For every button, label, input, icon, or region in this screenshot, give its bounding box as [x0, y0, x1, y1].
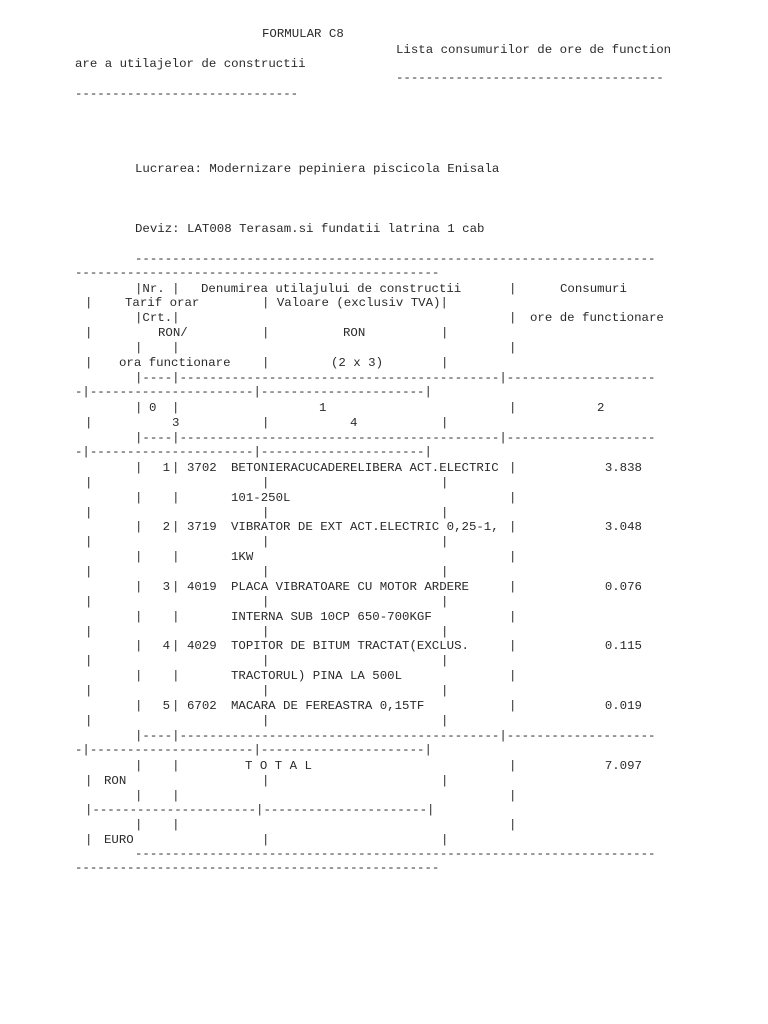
pipe: |	[135, 401, 143, 415]
index-1: 1	[319, 401, 327, 415]
table-top-rule-b: -------------------------------------------------	[75, 266, 440, 280]
pipe: |	[85, 714, 93, 728]
header-nr: |Nr. |	[135, 282, 180, 296]
row-cod: 4019	[187, 580, 217, 594]
pipe: |	[441, 506, 449, 520]
header-denumire: Denumirea utilajului de constructii	[201, 282, 462, 296]
pipe: |	[262, 326, 270, 340]
pipe: |	[262, 535, 270, 549]
index-0: 0	[149, 401, 157, 415]
pipe: |	[509, 818, 517, 832]
pipe: |	[172, 580, 180, 594]
separator-mid: |----------------------|----------------------|	[85, 803, 435, 817]
pipe: |	[135, 639, 143, 653]
pipe: |	[85, 654, 93, 668]
table-top-rule-a: ----------------------------------------------------------------------	[135, 252, 656, 266]
total-label: T O T A L	[245, 759, 312, 773]
pipe: |	[85, 416, 93, 430]
pipe: |	[509, 341, 517, 355]
pipe: |	[85, 833, 93, 847]
pipe: |	[85, 326, 93, 340]
pipe: |	[509, 311, 517, 325]
formular-label: FORMULAR C8	[262, 27, 344, 41]
pipe: |	[172, 461, 180, 475]
pipe: |	[262, 833, 270, 847]
pipe: | |	[135, 669, 180, 683]
header-ore: ore de functionare	[530, 311, 664, 325]
pipe: |	[262, 774, 270, 788]
pipe: |	[85, 296, 93, 310]
pipe: |	[441, 833, 449, 847]
row-denumire-2: 101-250L	[231, 491, 291, 505]
header-ora-functionare: ora functionare	[119, 356, 231, 370]
pipe: |	[441, 326, 449, 340]
pipe: |	[441, 416, 449, 430]
pipe: |	[85, 356, 93, 370]
pipe: |	[135, 580, 143, 594]
index-4: 4	[350, 416, 358, 430]
pipe: |	[135, 520, 143, 534]
row-consum: 0.019	[604, 699, 642, 713]
row-consum: 3.048	[604, 520, 642, 534]
row-cod: 3719	[187, 520, 217, 534]
separator-a: |----|-------------------------------------------|--------------------	[135, 431, 656, 445]
row-consum: 0.076	[604, 580, 642, 594]
row-consum: 3.838	[604, 461, 642, 475]
pipe: |	[509, 580, 517, 594]
row-denumire-1: TOPITOR DE BITUM TRACTAT(EXCLUS.	[231, 639, 469, 653]
pipe: |	[509, 789, 517, 803]
lucrarea-line: Lucrarea: Modernizare pepiniera piscicola Enisala	[135, 162, 500, 176]
pipe: |	[441, 684, 449, 698]
pipe: |	[172, 401, 180, 415]
row-denumire-1: VIBRATOR DE EXT ACT.ELECTRIC 0,25-1,	[231, 520, 499, 534]
pipe: |	[441, 356, 449, 370]
separator-b: -|----------------------|----------------------|	[75, 743, 432, 757]
row-denumire-1: BETONIERACUCADERELIBERA ACT.ELECTRIC	[231, 461, 499, 475]
row-cod: 6702	[187, 699, 217, 713]
pipe: |	[441, 476, 449, 490]
pipe: |	[262, 565, 270, 579]
pipe: |	[135, 461, 143, 475]
separator-a: |----|-------------------------------------------|--------------------	[135, 371, 656, 385]
pipe: |	[441, 565, 449, 579]
separator-b: -|----------------------|----------------------|	[75, 445, 432, 459]
table-bottom-rule-a: ----------------------------------------------------------------------	[135, 847, 656, 861]
pipe: |	[441, 654, 449, 668]
pipe: |	[509, 401, 517, 415]
row-denumire-2: INTERNA SUB 10CP 650-700KGF	[231, 610, 432, 624]
row-nr: 4	[162, 639, 170, 653]
index-2: 2	[597, 401, 605, 415]
title-underline-left: ------------------------------	[75, 87, 299, 101]
pipe: |	[172, 699, 180, 713]
table-bottom-rule-b: -------------------------------------------------	[75, 861, 440, 875]
pipe: |	[262, 476, 270, 490]
row-consum: 0.115	[604, 639, 642, 653]
pipe: |	[262, 714, 270, 728]
pipe: |	[441, 625, 449, 639]
pipe: |	[85, 535, 93, 549]
pipe: |	[509, 461, 517, 475]
pipe: |	[262, 356, 270, 370]
pipe: |	[262, 506, 270, 520]
total-ron-label: RON	[104, 774, 127, 788]
pipe: |	[172, 520, 180, 534]
pipe: |	[85, 565, 93, 579]
pipe: |	[509, 282, 517, 296]
pipe: |	[441, 774, 449, 788]
list-title-part2: are a utilajelor de constructii	[75, 57, 306, 71]
row-denumire-2: 1KW	[231, 550, 254, 564]
header-ron-slash: RON/	[158, 326, 188, 340]
pipe: |	[262, 416, 270, 430]
pipe: |	[85, 684, 93, 698]
pipe: |	[509, 699, 517, 713]
pipe: |	[509, 610, 517, 624]
pipe: |	[441, 595, 449, 609]
total-value: 7.097	[604, 759, 642, 773]
pipe: |	[85, 476, 93, 490]
deviz-line: Deviz: LAT008 Terasam.si fundatii latrina 1 cab	[135, 222, 485, 236]
pipe: |	[509, 759, 517, 773]
pipe: | |	[135, 789, 180, 803]
separator-a: |----|-------------------------------------------|--------------------	[135, 729, 656, 743]
index-3: 3	[172, 416, 180, 430]
pipe: |	[85, 625, 93, 639]
pipe: |	[509, 550, 517, 564]
title-underline-right: ------------------------------------	[396, 71, 664, 85]
row-nr: 3	[162, 580, 170, 594]
row-denumire-2: TRACTORUL) PINA LA 500L	[231, 669, 403, 683]
row-nr: 2	[162, 520, 170, 534]
pipe: | |	[135, 341, 180, 355]
row-denumire-1: MACARA DE FEREASTRA 0,15TF	[231, 699, 425, 713]
separator-b: -|----------------------|----------------------|	[75, 385, 432, 399]
pipe: |	[172, 639, 180, 653]
pipe: |	[85, 774, 93, 788]
list-title-part1: Lista consumurilor de ore de function	[396, 43, 672, 57]
pipe: |	[262, 684, 270, 698]
row-nr: 5	[162, 699, 170, 713]
row-denumire-1: PLACA VIBRATOARE CU MOTOR ARDERE	[231, 580, 469, 594]
header-valoare: | Valoare (exclusiv TVA)|	[262, 296, 448, 310]
header-tarif: Tarif orar	[125, 296, 200, 310]
row-cod: 4029	[187, 639, 217, 653]
pipe: |	[262, 625, 270, 639]
pipe: |	[509, 520, 517, 534]
total-euro-label: EURO	[104, 833, 134, 847]
row-nr: 1	[162, 461, 170, 475]
pipe: | |	[135, 818, 180, 832]
pipe: | |	[135, 550, 180, 564]
pipe: |	[262, 654, 270, 668]
pipe: |	[85, 506, 93, 520]
header-ron: RON	[343, 326, 366, 340]
pipe: |	[85, 595, 93, 609]
pipe: |	[509, 491, 517, 505]
pipe: | |	[135, 491, 180, 505]
pipe: |	[441, 535, 449, 549]
pipe: | |	[135, 610, 180, 624]
header-consumuri: Consumuri	[560, 282, 627, 296]
pipe: |	[509, 639, 517, 653]
pipe: |	[262, 595, 270, 609]
header-formula: (2 x 3)	[331, 356, 384, 370]
pipe: | |	[135, 759, 180, 773]
row-cod: 3702	[187, 461, 217, 475]
header-crt: |Crt.|	[135, 311, 180, 325]
pipe: |	[441, 714, 449, 728]
pipe: |	[509, 669, 517, 683]
pipe: |	[135, 699, 143, 713]
